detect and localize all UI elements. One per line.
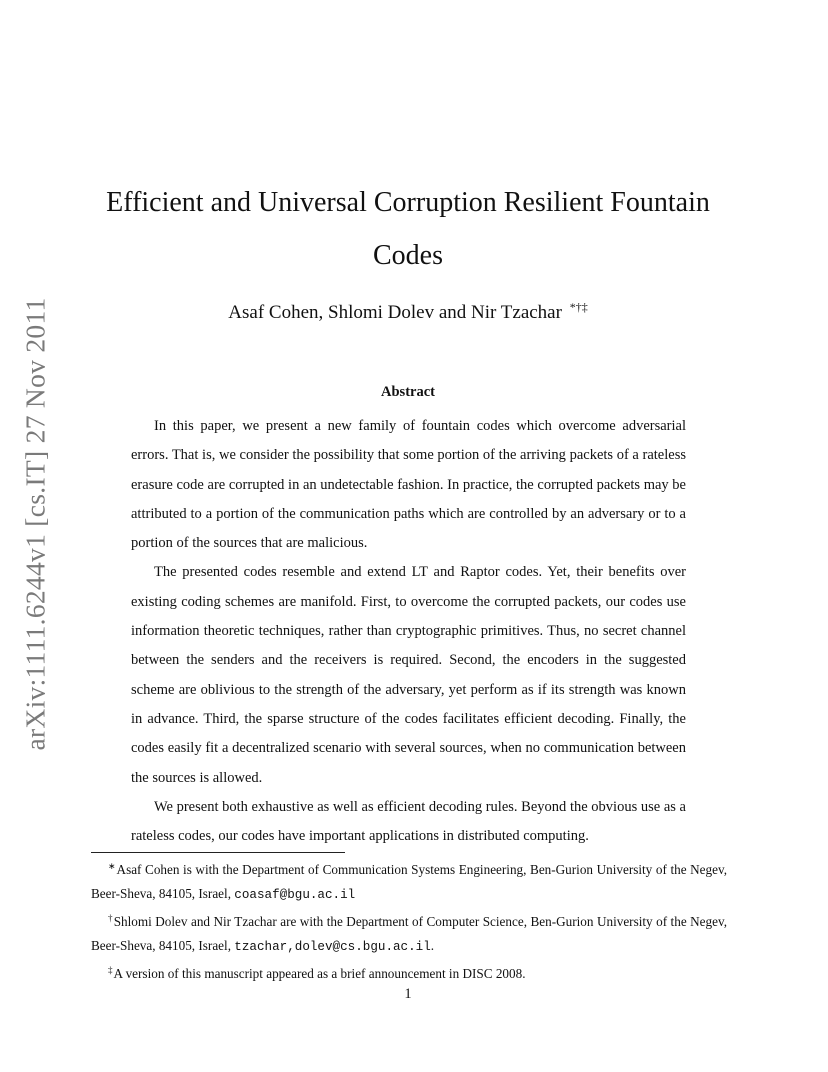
abstract-paragraph: We present both exhaustive as well as efficient decoding rules. Beyond the obvious use as a rateless codes, our codes have important applications in distributed computing. bbox=[131, 798, 686, 845]
footnotes bbox=[91, 855, 727, 986]
footnote-item bbox=[91, 855, 727, 907]
abstract-paragraph: In this paper, we present a new family of fountain codes which overcome adversarial errors. That is, we consider the possibility that some portion of the arriving packets of a rateless erasure code are corrupted in an undetectable fashion. In practice, the corrupted packets may be attributed to a portion of the communication paths which are controlled by an adversary or to a portion of the sources that are malicious. bbox=[131, 418, 686, 552]
footnote-tail: . bbox=[430, 937, 435, 953]
footnote-mark: † bbox=[108, 913, 113, 923]
author-footnote-marks: *†‡ bbox=[569, 300, 588, 314]
paper-title: Efficient and Universal Corruption Resilient Fountain Codes bbox=[106, 187, 710, 271]
footnote-text: Asaf Cohen is with the Department of Communication Systems Engineering, Ben-Gurion University of the Negev, Beer-Sheva, 84105, Israel, bbox=[91, 862, 727, 901]
footnote-divider bbox=[91, 852, 345, 853]
abstract-heading: Abstract bbox=[381, 384, 435, 400]
footnote-email: tzachar,dolev@cs.bgu.ac.il bbox=[234, 939, 431, 954]
author-line bbox=[0, 300, 816, 324]
footnote-item bbox=[91, 907, 727, 959]
footnote-mark: ‡ bbox=[108, 965, 113, 975]
footnote-text: A version of this manuscript appeared as a brief announcement in DISC 2008. bbox=[113, 966, 526, 981]
footnote-email: coasaf@bgu.ac.il bbox=[234, 887, 356, 902]
footnote-mark: ∗ bbox=[108, 861, 116, 871]
page-number: 1 bbox=[404, 986, 412, 1002]
abstract-body bbox=[131, 412, 686, 851]
arxiv-stamp-text: arXiv:1111.6244v1 [cs.IT] 27 Nov 2011 bbox=[20, 297, 51, 751]
footnote-item bbox=[91, 959, 727, 986]
abstract-paragraph: The presented codes resemble and extend LT and Raptor codes. Yet, their benefits over existing coding schemes are manifold. First, to overcome the corrupted packets, our codes use information theoretic techniques, rather than cryptographic primitives. Thus, no secret channel between the senders and the receivers is required. Second, the encoders in the suggested scheme are oblivious to the strength of the adversary, yet perform as if its strength was known in advance. Third, the sparse structure of the codes facilitates efficient decoding. Finally, the codes easily fit a decentralized scenario with several sources, when no communication between the sources is allowed. bbox=[131, 564, 686, 786]
footnote-text: Shlomi Dolev and Nir Tzachar are with the Department of Computer Science, Ben-Gurion University of the Negev, Beer-Sheva, 84105, Israel, bbox=[91, 914, 728, 953]
arxiv-identifier-stamp bbox=[14, 298, 58, 750]
author-names: Asaf Cohen, Shlomi Dolev and Nir Tzachar bbox=[228, 302, 562, 323]
